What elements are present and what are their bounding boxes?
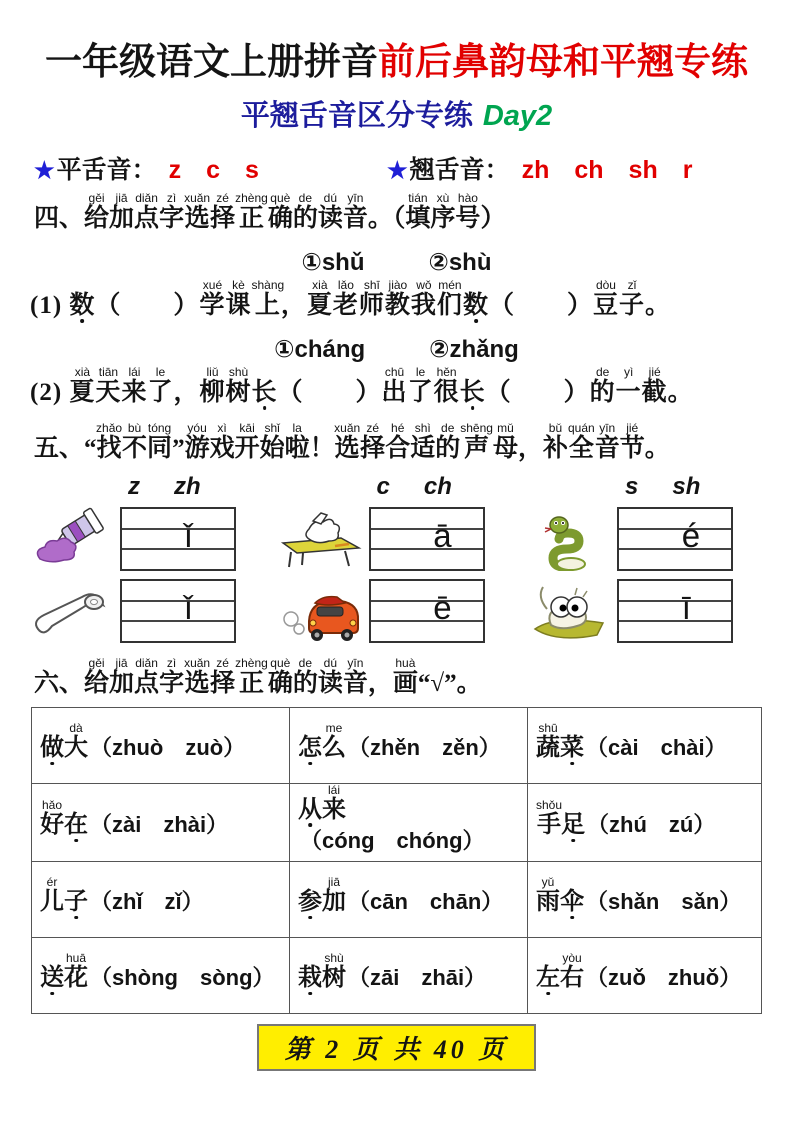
hanzi-with-pinyin: 一yì	[615, 365, 642, 407]
table-row	[32, 937, 762, 1013]
initial-letter: c	[376, 472, 390, 500]
hanzi-with-pinyin: 补bǔ	[542, 421, 568, 463]
hanzi-with-pinyin: 豆dòu	[592, 277, 619, 319]
hanzi-with-pinyin: 来lái	[121, 365, 148, 407]
hanzi-with-pinyin: 加jiā	[322, 875, 346, 916]
table-row	[32, 707, 762, 783]
hanzi-with-pinyin: 树shù	[225, 365, 252, 407]
grid-line	[371, 600, 483, 602]
grid-line	[371, 528, 483, 530]
hanzi-with-pinyin: 很hěn	[433, 365, 460, 407]
pronunciation-options: （zhú zú）	[587, 812, 716, 838]
hanzi-with-pinyin: 夏xià	[306, 277, 333, 319]
hanzi-with-pinyin: 节jié	[619, 421, 645, 463]
section5-heading	[34, 422, 759, 464]
hanzi-with-pinyin: 树shù	[322, 951, 346, 992]
hanzi-with-pinyin: 给gěi	[84, 655, 110, 697]
hanzi-with-pinyin: 确què	[267, 655, 293, 697]
grid-line	[122, 600, 234, 602]
final-vowel: ī	[681, 588, 691, 626]
word-cell	[290, 937, 528, 1013]
pronunciation-options: （zhǐ zǐ）	[90, 889, 204, 915]
hanzi-with-pinyin: 我wǒ	[410, 277, 437, 319]
match-item	[28, 505, 268, 573]
paper-scroll-icon	[30, 579, 114, 643]
dotted-hanzi: 足	[561, 812, 586, 839]
hanzi-with-pinyin: 点diǎn	[134, 655, 160, 697]
word-cell	[290, 707, 528, 783]
hanzi-with-pinyin: 大dà	[64, 721, 88, 762]
hanzi-with-pinyin: 确què	[267, 190, 293, 232]
hanzi-with-pinyin: 选xuǎn	[184, 190, 211, 232]
hanzi-with-pinyin: 序xù	[430, 190, 456, 232]
hanzi-with-pinyin: 截jié	[641, 365, 668, 407]
dotted-hanzi: 长	[251, 379, 278, 407]
plain-text: 五、“	[34, 435, 97, 463]
grid-line	[122, 528, 234, 530]
hanzi-with-pinyin: 教jiào	[384, 277, 411, 319]
plain-text: （ ）	[485, 379, 590, 407]
group-letters	[377, 473, 517, 501]
match-item	[28, 577, 268, 645]
plain-text: 四、	[34, 204, 85, 232]
plain-text: ！	[309, 435, 335, 463]
hanzi-with-pinyin: 音yīn	[342, 655, 368, 697]
initial-letter: zh	[174, 472, 201, 500]
hanzi-with-pinyin: 适shì	[410, 421, 436, 463]
curl-tongue-label: 翘舌音：	[409, 156, 510, 184]
hanzi-with-pinyin: 儿ér	[40, 875, 64, 916]
car-icon	[279, 579, 363, 643]
page-subtitle	[0, 93, 793, 134]
hanzi-with-pinyin: 了le	[407, 365, 434, 407]
plain-text: 。	[644, 435, 670, 463]
final-vowel: ǐ	[184, 516, 193, 554]
hanzi-with-pinyin: 字zì	[159, 190, 185, 232]
hanzi-with-pinyin: 的de	[292, 655, 318, 697]
hanzi-with-pinyin: 填tián	[405, 190, 431, 232]
dotted-hanzi: 做	[40, 735, 64, 762]
hanzi-with-pinyin: 蔬shū	[536, 721, 560, 762]
choice-option: ①shǔ	[301, 248, 365, 276]
hanzi-with-pinyin: 课kè	[225, 277, 252, 319]
pronunciation-options: （zhěn zěn）	[348, 735, 501, 761]
word-cell	[32, 937, 290, 1013]
hanzi-with-pinyin: 择zé	[360, 421, 386, 463]
pronunciation-options: （cóng chóng）	[300, 827, 485, 853]
word-cell	[290, 861, 528, 937]
plain-text: (2)	[30, 379, 70, 407]
dotted-hanzi: 菜	[560, 735, 584, 762]
legend-curl-block	[387, 150, 693, 186]
dotted-hanzi: 送	[40, 965, 64, 992]
hanzi-with-pinyin: 不bù	[122, 421, 148, 463]
page-number-badge: 第 2 页 共 40 页	[257, 1024, 537, 1071]
hanzi-with-pinyin: 点diǎn	[134, 190, 160, 232]
plain-text: （ ）	[95, 291, 200, 319]
section4-choices-2	[0, 335, 793, 364]
hanzi-with-pinyin: 来lái	[322, 782, 346, 823]
word-cell	[32, 707, 290, 783]
final-vowel: ǐ	[184, 588, 193, 626]
word-cell	[290, 783, 528, 861]
subtitle-text: 平翘舌音区分专练	[240, 99, 473, 132]
hanzi-with-pinyin: 找zhǎo	[96, 421, 123, 463]
group-letters	[625, 473, 765, 501]
table-row	[32, 861, 762, 937]
paint-tube-image	[28, 506, 116, 572]
hanzi-with-pinyin: 始shǐ	[259, 421, 285, 463]
match-item	[277, 505, 517, 573]
dotted-hanzi: 栽	[298, 965, 322, 992]
wipe-table-icon	[279, 507, 363, 571]
title-red-part: 前后鼻韵母和平翘专练	[378, 42, 748, 83]
hanzi-with-pinyin: 择zé	[210, 655, 236, 697]
grid-line	[619, 528, 731, 530]
grid-line	[371, 548, 483, 550]
paint-tube-icon	[30, 507, 114, 571]
plain-text: 。	[645, 291, 672, 319]
day-badge: Day2	[482, 99, 553, 132]
dotted-hanzi: 在	[64, 812, 88, 839]
hanzi-with-pinyin: 们mén	[436, 277, 463, 319]
section4-sentence-1	[30, 279, 763, 321]
grid-line	[619, 620, 731, 622]
section4-choices-1	[0, 248, 793, 277]
initial-letter: s	[625, 472, 639, 500]
hanzi-with-pinyin: 画huà	[392, 655, 418, 697]
word-cell	[528, 783, 762, 861]
match-item	[277, 577, 517, 645]
hanzi-with-pinyin: 上shàng	[251, 277, 285, 319]
hanzi-with-pinyin: 读dú	[317, 655, 343, 697]
match-item	[525, 505, 765, 573]
pinyin-grid-box	[369, 579, 485, 643]
dotted-hanzi: 数	[462, 291, 489, 319]
plain-text: ）	[480, 204, 506, 232]
hanzi-with-pinyin: 游yóu	[184, 421, 210, 463]
match-item	[525, 577, 765, 645]
paper-scroll-image	[28, 578, 116, 644]
group-c-ch	[277, 471, 517, 649]
grid-line	[122, 620, 234, 622]
grid-line	[619, 600, 731, 602]
hanzi-with-pinyin: 母mǔ	[492, 421, 518, 463]
grid-line	[122, 548, 234, 550]
car-image	[277, 578, 365, 644]
choice-option: ①cháng	[274, 336, 366, 364]
section5-matching-area	[28, 471, 765, 649]
dotted-hanzi: 参	[298, 889, 322, 916]
hanzi-with-pinyin: 学xué	[199, 277, 226, 319]
pronunciation-table	[31, 707, 762, 1014]
hanzi-with-pinyin: 开kāi	[234, 421, 260, 463]
word-cell	[528, 707, 762, 783]
dotted-hanzi: 从	[298, 796, 322, 823]
plain-text: “√”。	[417, 669, 482, 697]
initial-letter: sh	[672, 472, 701, 500]
dotted-hanzi: 数	[69, 291, 96, 319]
dotted-hanzi: 伞	[560, 889, 584, 916]
hanzi-with-pinyin: 花huā	[64, 951, 88, 992]
hanzi-with-pinyin: 音yīn	[594, 421, 620, 463]
hanzi-with-pinyin: 声shēng	[460, 421, 493, 463]
hanzi-with-pinyin: 给gěi	[84, 190, 110, 232]
hanzi-with-pinyin: 么me	[322, 721, 346, 762]
pinyin-grid-box	[617, 507, 733, 571]
plain-text: ，	[280, 291, 307, 319]
plain-text: 六、	[34, 669, 85, 697]
hanzi-with-pinyin: 子zǐ	[618, 277, 645, 319]
hanzi-with-pinyin: 戏xì	[209, 421, 235, 463]
section4-heading	[34, 192, 759, 234]
pronunciation-options: （zhuò zuò）	[90, 735, 246, 761]
pronunciation-options: （zuǒ zhuǒ）	[586, 965, 742, 991]
plain-text: 。	[667, 379, 694, 407]
pronunciation-options: （shǎn sǎn）	[586, 889, 742, 915]
silkworm-image	[525, 578, 613, 644]
hanzi-with-pinyin: 的de	[292, 190, 318, 232]
pinyin-grid-box	[617, 579, 733, 643]
plain-text: ”	[172, 435, 185, 463]
hanzi-with-pinyin: 字zì	[159, 655, 185, 697]
final-vowel: é	[681, 516, 701, 554]
hanzi-with-pinyin: 的de	[435, 421, 461, 463]
plain-text: (1)	[30, 291, 70, 319]
initial-letter: z	[128, 472, 140, 500]
hanzi-with-pinyin: 啦la	[284, 421, 310, 463]
flat-tongue-letters: z c s	[168, 155, 259, 184]
hanzi-with-pinyin: 夏xià	[69, 365, 96, 407]
plain-text: ，	[367, 669, 393, 697]
pronunciation-options: （shòng sòng）	[90, 965, 275, 991]
hanzi-with-pinyin: 正zhèng	[235, 190, 268, 232]
legend-flat-block	[34, 150, 259, 186]
dotted-hanzi: 怎	[298, 735, 322, 762]
hanzi-with-pinyin: 号hào	[455, 190, 481, 232]
dotted-hanzi: 长	[459, 379, 486, 407]
snake-image	[525, 506, 613, 572]
hanzi-with-pinyin: 师shī	[358, 277, 385, 319]
table-row	[32, 783, 762, 861]
plain-text: （ ）	[277, 379, 382, 407]
hanzi-with-pinyin: 读dú	[317, 190, 343, 232]
plain-text: （ ）	[488, 291, 593, 319]
initial-letter: ch	[423, 472, 452, 500]
star-icon: ★	[34, 157, 55, 183]
group-z-zh	[28, 471, 268, 649]
hanzi-with-pinyin: 右yòu	[560, 951, 584, 992]
final-vowel: ā	[433, 516, 452, 554]
page-title	[0, 42, 793, 85]
plain-text: 。（	[367, 204, 406, 232]
hanzi-with-pinyin: 选xuǎn	[184, 655, 211, 697]
pronunciation-options: （zāi zhāi）	[348, 965, 487, 991]
section4-sentence-2	[30, 366, 763, 408]
word-cell	[528, 861, 762, 937]
hanzi-with-pinyin: 正zhèng	[235, 655, 268, 697]
grid-line	[371, 620, 483, 622]
pinyin-grid-box	[369, 507, 485, 571]
flat-tongue-label: 平舌音：	[56, 156, 157, 184]
plain-text: ，	[173, 379, 200, 407]
word-cell	[32, 861, 290, 937]
hanzi-with-pinyin: 全quán	[567, 421, 595, 463]
grid-line	[619, 548, 731, 550]
hanzi-with-pinyin: 同tóng	[147, 421, 173, 463]
curl-tongue-letters: zh ch sh r	[521, 155, 693, 184]
choice-option: ②zhǎng	[429, 336, 519, 364]
hanzi-with-pinyin: 合hé	[385, 421, 411, 463]
title-black-part: 一年级语文上册拼音	[45, 42, 378, 83]
hanzi-with-pinyin: 柳liǔ	[199, 365, 226, 407]
hanzi-with-pinyin: 的de	[589, 365, 616, 407]
silkworm-icon	[527, 579, 611, 643]
initials-legend	[34, 150, 759, 186]
hanzi-with-pinyin: 雨yǔ	[536, 875, 560, 916]
plain-text: ，	[517, 435, 543, 463]
snake-icon	[527, 507, 611, 571]
hanzi-with-pinyin: 择zé	[210, 190, 236, 232]
hanzi-with-pinyin: 好hǎo	[40, 798, 64, 839]
hanzi-with-pinyin: 手shǒu	[536, 798, 563, 839]
pronunciation-options: （cān chān）	[348, 889, 504, 915]
word-cell	[528, 937, 762, 1013]
hanzi-with-pinyin: 加jiā	[109, 190, 135, 232]
group-letters	[128, 473, 268, 501]
dotted-hanzi: 左	[536, 965, 560, 992]
section6-heading	[34, 657, 759, 699]
dotted-hanzi: 子	[64, 889, 88, 916]
group-s-sh	[525, 471, 765, 649]
hanzi-with-pinyin: 出chū	[381, 365, 408, 407]
hanzi-with-pinyin: 加jiā	[109, 655, 135, 697]
pronunciation-options: （cài chài）	[586, 735, 727, 761]
wipe-table-image	[277, 506, 365, 572]
hanzi-with-pinyin: 老lǎo	[332, 277, 359, 319]
choice-option: ②shù	[428, 248, 492, 276]
hanzi-with-pinyin: 音yīn	[342, 190, 368, 232]
hanzi-with-pinyin: 天tiān	[95, 365, 122, 407]
pinyin-grid-box	[120, 579, 236, 643]
pronunciation-options: （zài zhài）	[90, 812, 229, 838]
pinyin-grid-box	[120, 507, 236, 571]
final-vowel: ē	[433, 588, 452, 626]
word-cell	[32, 783, 290, 861]
hanzi-with-pinyin: 了le	[147, 365, 174, 407]
hanzi-with-pinyin: 选xuǎn	[334, 421, 361, 463]
star-icon: ★	[386, 157, 408, 183]
